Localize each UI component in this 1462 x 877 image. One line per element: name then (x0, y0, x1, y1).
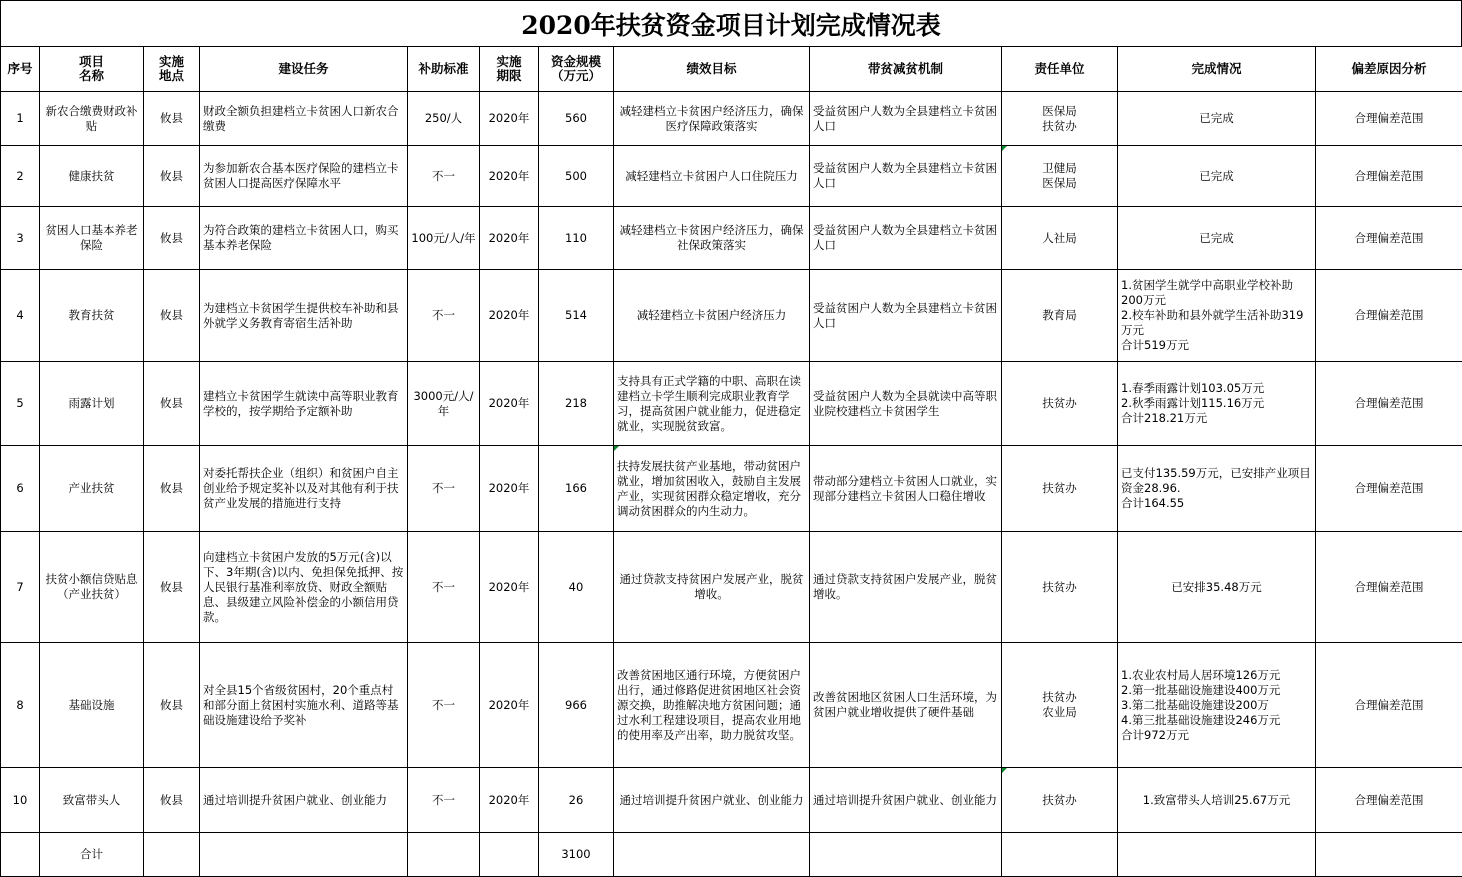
cell-std[interactable]: 250/人 (408, 92, 480, 146)
cell-fund[interactable]: 500 (539, 146, 614, 207)
cell-std[interactable]: 不一 (408, 146, 480, 207)
cell-place[interactable]: 攸县 (144, 270, 200, 362)
header-name[interactable]: 项目 名称 (40, 47, 144, 92)
cell-period[interactable]: 2020年 (480, 207, 539, 270)
cell-mech[interactable]: 通过培训提升贫困户就业、创业能力 (810, 768, 1002, 833)
cell-task[interactable]: 为符合政策的建档立卡贫困人口，购买基本养老保险 (200, 207, 408, 270)
cell-task[interactable]: 向建档立卡贫困户发放的5万元(含)以下、3年期(含)以内、免担保免抵押、按人民银行基准利率放贷、财政全额贴息、县级建立风险补偿金的小额信用贷款。 (200, 532, 408, 643)
cell-unit[interactable]: 扶贫办 (1002, 768, 1118, 833)
table-row (1, 270, 1462, 362)
cell-unit[interactable]: 扶贫办 (1002, 446, 1118, 532)
cell-mech[interactable]: 受益贫困户人数为全县建档立卡贫困人口 (810, 270, 1002, 362)
cell-status[interactable]: 1.春季雨露计划103.05万元 2.秋季雨露计划115.16万元 合计218.21万元 (1118, 362, 1316, 446)
cell-status[interactable]: 已支付135.59万元，已安排产业项目资金28.96. 合计164.55 (1118, 446, 1316, 532)
project-table (0, 46, 1462, 877)
cell-goal[interactable]: 支持具有正式学籍的中职、高职在读建档立卡学生顺利完成职业教育学习，提高贫困户就业能力，促进稳定就业，实现脱贫致富。 (614, 362, 810, 446)
cell-mech[interactable]: 带动部分建档立卡贫困人口就业，实现部分建档立卡贫困人口稳住增收 (810, 446, 1002, 532)
cell-std[interactable]: 3000元/人/年 (408, 362, 480, 446)
cell-status[interactable]: 1.致富带头人培训25.67万元 (1118, 768, 1316, 833)
cell-reason[interactable]: 合理偏差范围 (1316, 362, 1462, 446)
cell-mech[interactable]: 受益贫困户人数为全县建档立卡贫困人口 (810, 207, 1002, 270)
total-cell[interactable] (144, 833, 200, 877)
header-status[interactable]: 完成情况 (1118, 47, 1316, 92)
cell-no[interactable]: 3 (1, 207, 40, 270)
cell-name[interactable]: 新农合缴费财政补贴 (40, 92, 144, 146)
table-title: 2020年扶贫资金项目计划完成情况表 (0, 0, 1462, 46)
header-place[interactable]: 实施 地点 (144, 47, 200, 92)
cell-period[interactable]: 2020年 (480, 768, 539, 833)
cell-std[interactable]: 不一 (408, 643, 480, 768)
cell-goal[interactable]: 通过培训提升贫困户就业、创业能力 (614, 768, 810, 833)
cell-place[interactable]: 攸县 (144, 643, 200, 768)
cell-goal[interactable]: 减轻建档立卡贫困户经济压力，确保医疗保障政策落实 (614, 92, 810, 146)
cell-status[interactable]: 已安排35.48万元 (1118, 532, 1316, 643)
cell-name[interactable]: 健康扶贫 (40, 146, 144, 207)
cell-no[interactable]: 10 (1, 768, 40, 833)
cell-name[interactable]: 扶贫小额信贷贴息（产业扶贫） (40, 532, 144, 643)
total-label[interactable]: 合计 (40, 833, 144, 877)
cell-fund[interactable]: 26 (539, 768, 614, 833)
cell-goal[interactable]: 减轻建档立卡贫困户人口住院压力 (614, 146, 810, 207)
cell-goal[interactable]: 通过贷款支持贫困户发展产业，脱贫增收。 (614, 532, 810, 643)
header-mech[interactable]: 带贫减贫机制 (810, 47, 1002, 92)
cell-fund[interactable]: 218 (539, 362, 614, 446)
cell-place[interactable]: 攸县 (144, 362, 200, 446)
cell-name[interactable]: 基础设施 (40, 643, 144, 768)
cell-name[interactable]: 致富带头人 (40, 768, 144, 833)
table-row (1, 446, 1462, 532)
header-fund[interactable]: 资金规模 （万元） (539, 47, 614, 92)
cell-reason[interactable]: 合理偏差范围 (1316, 532, 1462, 643)
total-cell[interactable] (1, 833, 40, 877)
total-cell[interactable] (480, 833, 539, 877)
cell-mech[interactable]: 受益贫困户人数为全县建档立卡贫困人口 (810, 92, 1002, 146)
table-row (1, 362, 1462, 446)
cell-std[interactable]: 100元/人/年 (408, 207, 480, 270)
cell-period[interactable]: 2020年 (480, 270, 539, 362)
cell-place[interactable]: 攸县 (144, 768, 200, 833)
table-row (1, 643, 1462, 768)
cell-place[interactable]: 攸县 (144, 446, 200, 532)
cell-fund[interactable]: 560 (539, 92, 614, 146)
cell-name[interactable]: 雨露计划 (40, 362, 144, 446)
cell-place[interactable]: 攸县 (144, 146, 200, 207)
cell-reason[interactable]: 合理偏差范围 (1316, 446, 1462, 532)
cell-period[interactable]: 2020年 (480, 92, 539, 146)
cell-goal[interactable]: 扶持发展扶贫产业基地，带动贫困户就业，增加贫困收入，鼓励自主发展产业，实现贫困群众稳定增收，充分调动贫困群众的内生动力。 (614, 446, 810, 532)
table-row (1, 92, 1462, 146)
cell-task[interactable]: 为参加新农合基本医疗保险的建档立卡贫困人口提高医疗保障水平 (200, 146, 408, 207)
cell-no[interactable]: 6 (1, 446, 40, 532)
cell-fund[interactable]: 40 (539, 532, 614, 643)
header-row (1, 47, 1462, 92)
header-unit[interactable]: 责任单位 (1002, 47, 1118, 92)
cell-no[interactable]: 7 (1, 532, 40, 643)
cell-place[interactable]: 攸县 (144, 92, 200, 146)
cell-mech[interactable]: 受益贫困户人数为全县就读中高等职业院校建档立卡贫困学生 (810, 362, 1002, 446)
cell-reason[interactable]: 合理偏差范围 (1316, 146, 1462, 207)
cell-name[interactable]: 产业扶贫 (40, 446, 144, 532)
header-goal[interactable]: 绩效目标 (614, 47, 810, 92)
cell-reason[interactable]: 合理偏差范围 (1316, 207, 1462, 270)
cell-fund[interactable]: 110 (539, 207, 614, 270)
cell-no[interactable]: 5 (1, 362, 40, 446)
cell-task[interactable]: 对委托帮扶企业（组织）和贫困户自主创业给予规定奖补以及对其他有利于扶贫产业发展的措施进行支持 (200, 446, 408, 532)
cell-status[interactable]: 已完成 (1118, 92, 1316, 146)
table-row (1, 207, 1462, 270)
total-cell[interactable] (1316, 833, 1462, 877)
cell-mech[interactable]: 受益贫困户人数为全县建档立卡贫困人口 (810, 146, 1002, 207)
cell-status[interactable]: 1.贫困学生就学中高职业学校补助200万元 2.校车补助和县外就学生活补助319万元 合计519万元 (1118, 270, 1316, 362)
cell-unit[interactable]: 扶贫办 (1002, 362, 1118, 446)
header-reason[interactable]: 偏差原因分析 (1316, 47, 1462, 92)
cell-fund[interactable]: 514 (539, 270, 614, 362)
cell-period[interactable]: 2020年 (480, 446, 539, 532)
cell-name[interactable]: 贫困人口基本养老保险 (40, 207, 144, 270)
cell-std[interactable]: 不一 (408, 768, 480, 833)
cell-goal[interactable]: 减轻建档立卡贫困户经济压力，确保社保政策落实 (614, 207, 810, 270)
total-cell[interactable] (1002, 833, 1118, 877)
cell-task[interactable]: 建档立卡贫困学生就读中高等职业教育学校的，按学期给予定额补助 (200, 362, 408, 446)
cell-place[interactable]: 攸县 (144, 207, 200, 270)
header-task[interactable]: 建设任务 (200, 47, 408, 92)
cell-task[interactable]: 为建档立卡贫困学生提供校车补助和县外就学义务教育寄宿生活补助 (200, 270, 408, 362)
cell-unit[interactable]: 卫健局 医保局 (1002, 146, 1118, 207)
cell-no[interactable]: 4 (1, 270, 40, 362)
cell-no[interactable]: 2 (1, 146, 40, 207)
cell-period[interactable]: 2020年 (480, 362, 539, 446)
cell-task[interactable]: 对全县15个省级贫困村，20个重点村和部分面上贫困村实施水利、道路等基础设施建设给予奖补 (200, 643, 408, 768)
cell-status[interactable]: 1.农业农村局人居环境126万元 2.第一批基础设施建设400万元 3.第二批基础设施建设200万 4.第三批基础设施建设246万元 合计972万元 (1118, 643, 1316, 768)
table-row (1, 532, 1462, 643)
total-row (1, 833, 1462, 877)
cell-std[interactable]: 不一 (408, 532, 480, 643)
cell-no[interactable]: 8 (1, 643, 40, 768)
cell-std[interactable]: 不一 (408, 446, 480, 532)
cell-period[interactable]: 2020年 (480, 532, 539, 643)
cell-place[interactable]: 攸县 (144, 532, 200, 643)
cell-name[interactable]: 教育扶贫 (40, 270, 144, 362)
cell-unit[interactable]: 教育局 (1002, 270, 1118, 362)
cell-mech[interactable]: 通过贷款支持贫困户发展产业，脱贫增收。 (810, 532, 1002, 643)
cell-goal[interactable]: 减轻建档立卡贫困户经济压力 (614, 270, 810, 362)
cell-unit[interactable]: 医保局 扶贫办 (1002, 92, 1118, 146)
cell-fund[interactable]: 966 (539, 643, 614, 768)
total-cell[interactable] (408, 833, 480, 877)
cell-reason[interactable]: 合理偏差范围 (1316, 270, 1462, 362)
table-row (1, 146, 1462, 207)
cell-reason[interactable]: 合理偏差范围 (1316, 643, 1462, 768)
header-std[interactable]: 补助标准 (408, 47, 480, 92)
cell-no[interactable]: 1 (1, 92, 40, 146)
cell-unit[interactable]: 人社局 (1002, 207, 1118, 270)
cell-unit[interactable]: 扶贫办 (1002, 532, 1118, 643)
cell-unit[interactable]: 扶贫办 农业局 (1002, 643, 1118, 768)
cell-period[interactable]: 2020年 (480, 643, 539, 768)
cell-std[interactable]: 不一 (408, 270, 480, 362)
cell-task[interactable]: 财政全额负担建档立卡贫困人口新农合缴费 (200, 92, 408, 146)
total-cell[interactable] (1118, 833, 1316, 877)
cell-task[interactable]: 通过培训提升贫困户就业、创业能力 (200, 768, 408, 833)
cell-fund[interactable]: 166 (539, 446, 614, 532)
cell-status[interactable]: 已完成 (1118, 207, 1316, 270)
cell-goal[interactable]: 改善贫困地区通行环境，方便贫困户出行，通过修路促进贫困地区社会资源交换，助推解决地方贫困问题；通过水利工程建设项目，提高农业用地的使用率及产出率，助力脱贫攻坚。 (614, 643, 810, 768)
cell-period[interactable]: 2020年 (480, 146, 539, 207)
cell-status[interactable]: 已完成 (1118, 146, 1316, 207)
total-cell[interactable] (810, 833, 1002, 877)
table-row (1, 768, 1462, 833)
cell-mech[interactable]: 改善贫困地区贫困人口生活环境，为贫困户就业增收提供了硬件基础 (810, 643, 1002, 768)
total-cell[interactable] (200, 833, 408, 877)
total-cell[interactable] (614, 833, 810, 877)
total-fund[interactable]: 3100 (539, 833, 614, 877)
header-period[interactable]: 实施 期限 (480, 47, 539, 92)
header-no[interactable]: 序号 (1, 47, 40, 92)
cell-reason[interactable]: 合理偏差范围 (1316, 92, 1462, 146)
cell-reason[interactable]: 合理偏差范围 (1316, 768, 1462, 833)
